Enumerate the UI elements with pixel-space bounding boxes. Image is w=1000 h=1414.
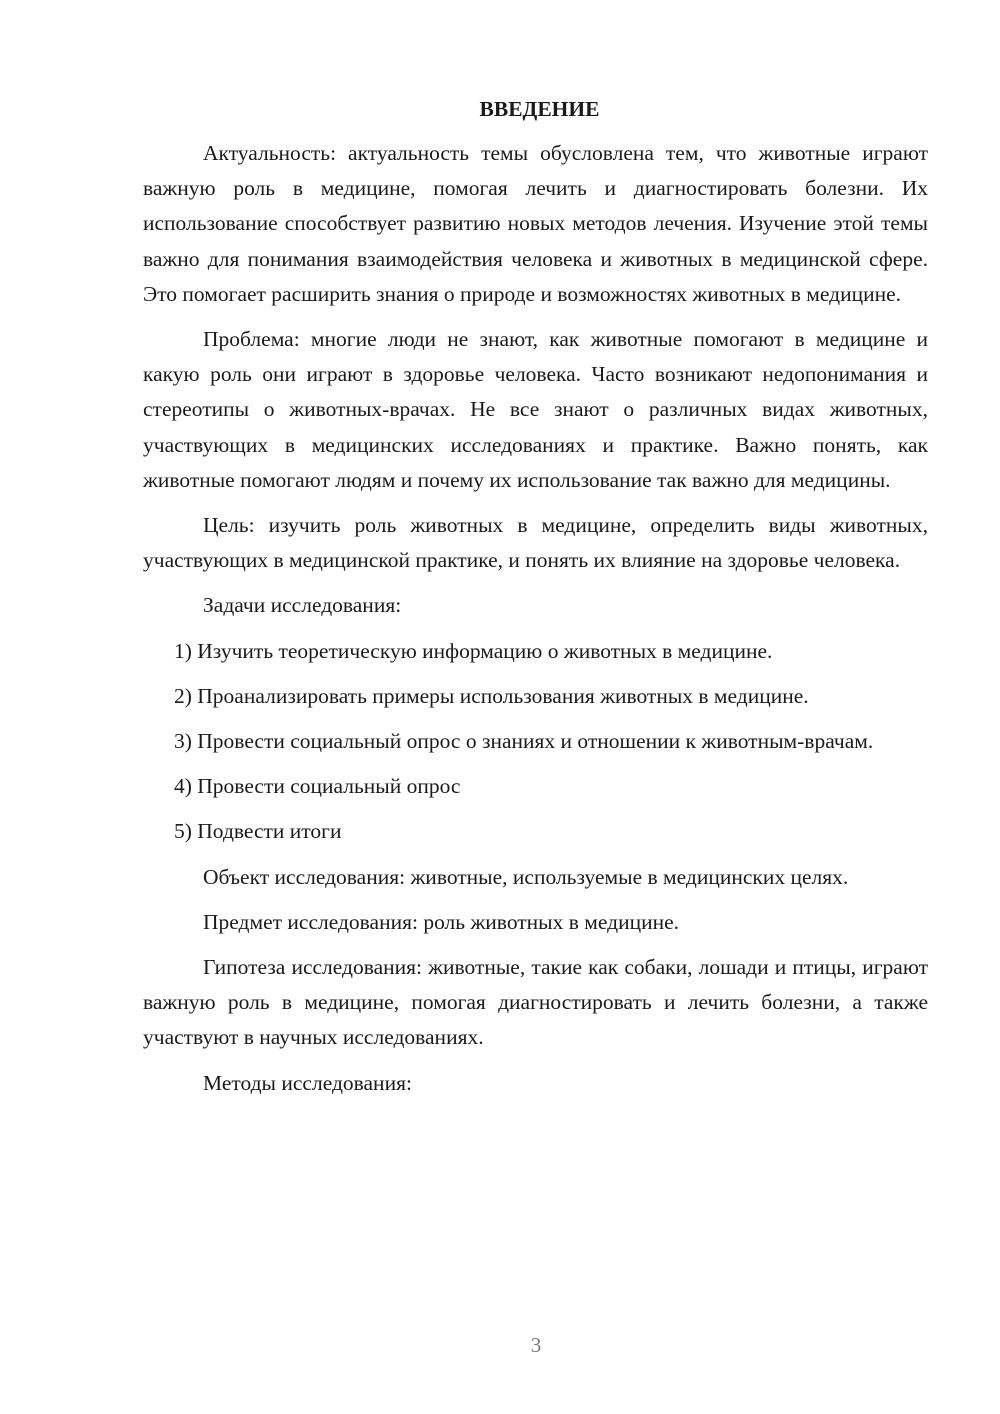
section-heading: ВВЕДЕНИЕ bbox=[479, 97, 600, 121]
document-page bbox=[143, 92, 928, 1111]
paragraph-relevance: Актуальность: актуальность темы обусловлена тем, что животные играют важную роль в медицине, помогая лечить и диагностировать болезни. Их использование способствует развитию новых методов лечения. Изучение этой темы важно для понимания взаимодействия человека и животных в медицинской сфере. Это помогает расширить знания о природе и возможностях животных в медицине. bbox=[143, 141, 928, 306]
page-number: 3 bbox=[530, 1333, 542, 1357]
task-item-5: 5) Подвести итоги bbox=[174, 819, 342, 844]
paragraph-methods-title: Методы исследования: bbox=[203, 1070, 412, 1095]
task-item-2: 2) Проанализировать примеры использования животных в медицине. bbox=[174, 683, 809, 708]
task-item-4: 4) Провести социальный опрос bbox=[174, 774, 461, 799]
paragraph-hypothesis: Гипотеза исследования: животные, такие как собаки, лошади и птицы, играют важную роль в медицине, помогая диагностировать и лечить болезни, а также участвуют в научных исследованиях. bbox=[143, 955, 928, 1050]
paragraph-goal: Цель: изучить роль животных в медицине, определить виды животных, участвующих в медицинской практике, и понять их влияние на здоровье человека. bbox=[143, 513, 928, 573]
paragraph-tasks-title: Задачи исследования: bbox=[203, 593, 402, 618]
task-item-3: 3) Провести социальный опрос о знаниях и отношении к животным-врачам. bbox=[174, 729, 874, 754]
task-item-1: 1) Изучить теоретическую информацию о животных в медицине. bbox=[174, 638, 773, 663]
paragraph-problem: Проблема: многие люди не знают, как животные помогают в медицине и какую роль они играют в здоровье человека. Часто возникают недопонимания и стереотипы о животных-врачах. Не все знают о различных видах животных, участвующих в медицинских исследованиях и практике. Важно понять, как животные помогают людям и почему их использование так важно для медицины. bbox=[143, 327, 928, 492]
paragraph-object: Объект исследования: животные, используемые в медицинских целях. bbox=[203, 864, 849, 889]
paragraph-subject: Предмет исследования: роль животных в медицине. bbox=[203, 909, 680, 934]
